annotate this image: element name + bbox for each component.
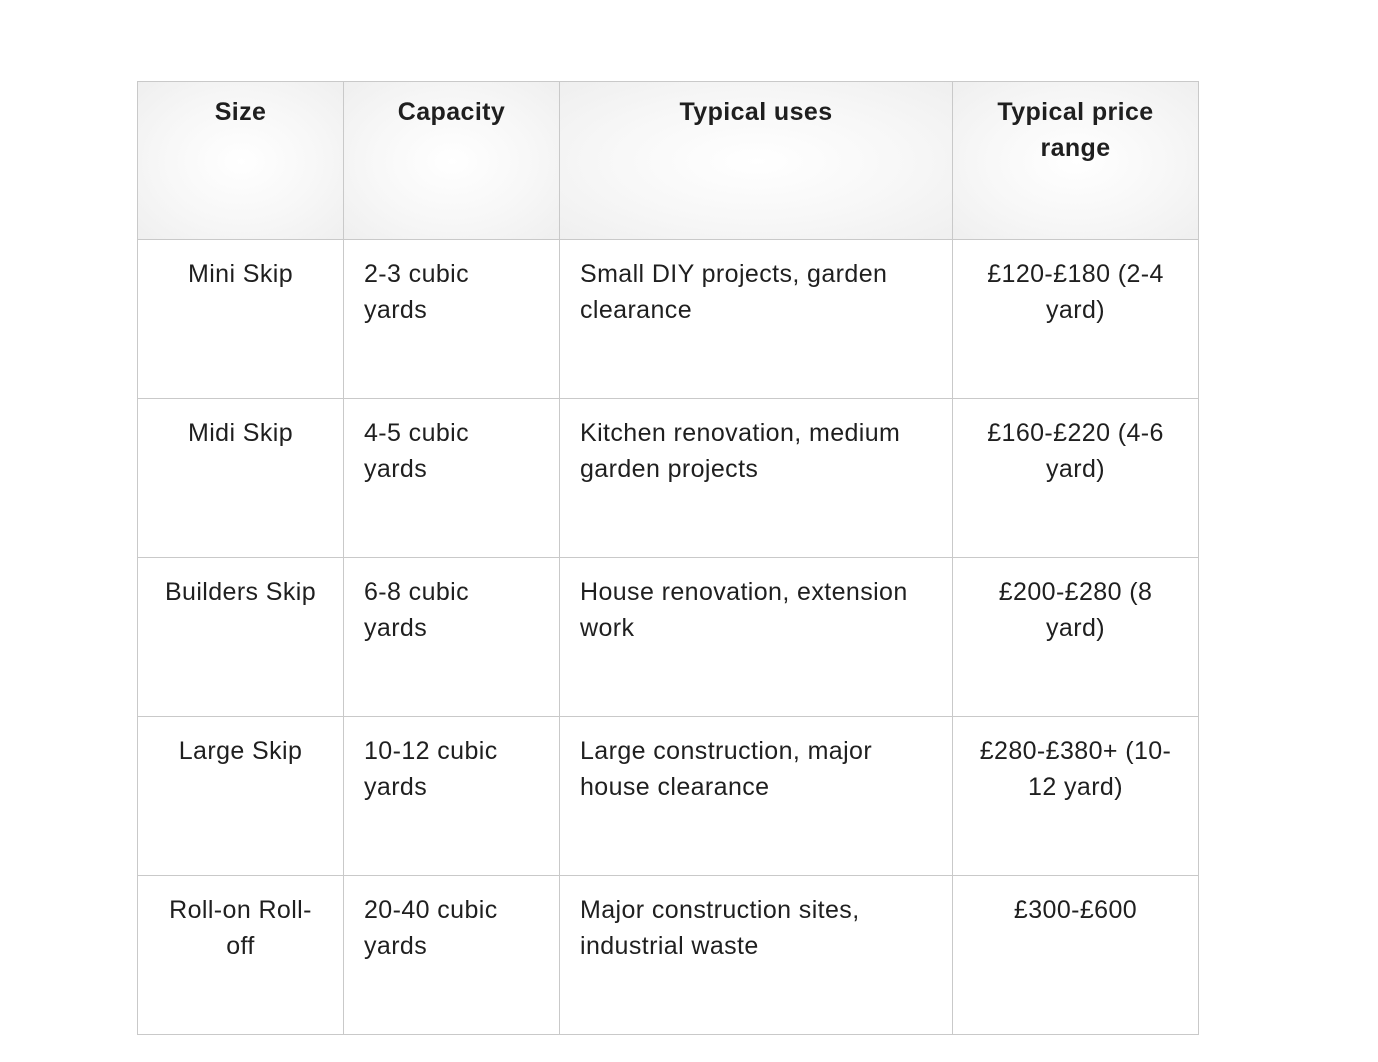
cell-capacity: 10-12 cubic yards bbox=[344, 717, 560, 876]
header-capacity: Capacity bbox=[344, 82, 560, 240]
cell-typical-uses: Small DIY projects, garden clearance bbox=[560, 240, 953, 399]
cell-size: Roll-on Roll-off bbox=[138, 876, 344, 1035]
table-row bbox=[138, 558, 1199, 717]
header-size: Size bbox=[138, 82, 344, 240]
header-row bbox=[138, 82, 1199, 240]
table-header bbox=[138, 82, 1199, 240]
cell-size: Large Skip bbox=[138, 717, 344, 876]
cell-capacity: 4-5 cubic yards bbox=[344, 399, 560, 558]
cell-typical-uses: House renovation, extension work bbox=[560, 558, 953, 717]
cell-price-range: £280-£380+ (10-12 yard) bbox=[953, 717, 1199, 876]
skip-sizes-table bbox=[137, 81, 1199, 1035]
cell-size: Builders Skip bbox=[138, 558, 344, 717]
header-typical-uses: Typical uses bbox=[560, 82, 953, 240]
table-row bbox=[138, 717, 1199, 876]
cell-capacity: 2-3 cubic yards bbox=[344, 240, 560, 399]
cell-size: Mini Skip bbox=[138, 240, 344, 399]
cell-typical-uses: Large construction, major house clearance bbox=[560, 717, 953, 876]
header-typical-price-range: Typical price range bbox=[953, 82, 1199, 240]
cell-price-range: £160-£220 (4-6 yard) bbox=[953, 399, 1199, 558]
cell-price-range: £120-£180 (2-4 yard) bbox=[953, 240, 1199, 399]
cell-price-range: £200-£280 (8 yard) bbox=[953, 558, 1199, 717]
table-row bbox=[138, 876, 1199, 1035]
table-row bbox=[138, 240, 1199, 399]
cell-size: Midi Skip bbox=[138, 399, 344, 558]
table-row bbox=[138, 399, 1199, 558]
cell-capacity: 6-8 cubic yards bbox=[344, 558, 560, 717]
cell-capacity: 20-40 cubic yards bbox=[344, 876, 560, 1035]
table-body bbox=[138, 240, 1199, 1035]
cell-price-range: £300-£600 bbox=[953, 876, 1199, 1035]
cell-typical-uses: Major construction sites, industrial waste bbox=[560, 876, 953, 1035]
cell-typical-uses: Kitchen renovation, medium garden projects bbox=[560, 399, 953, 558]
